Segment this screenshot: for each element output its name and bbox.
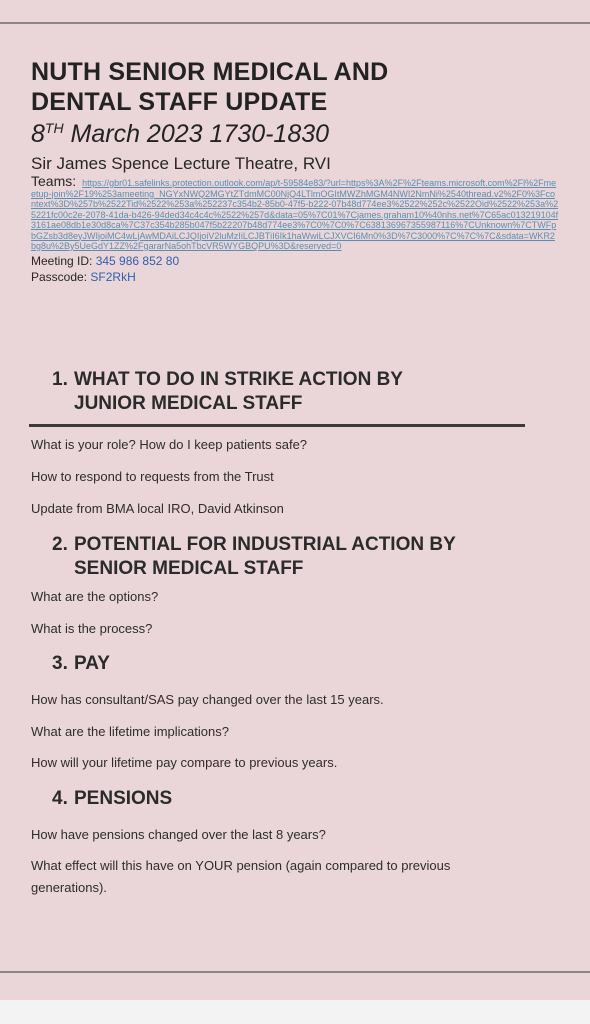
meeting-id-label: Meeting ID: xyxy=(31,253,93,268)
date-suffix: TH xyxy=(44,120,64,136)
section-3-item-1: How has consultant/SAS pay changed over the last 15 years. xyxy=(31,692,384,707)
section-3-heading xyxy=(52,652,552,676)
section-2-heading xyxy=(52,533,552,581)
date-day: 8 xyxy=(31,120,45,148)
section-3-item-2: What are the lifetime implications? xyxy=(31,724,229,739)
teams-row xyxy=(31,173,559,252)
section-1-title-line-1: WHAT TO DO IN STRIKE ACTION BY xyxy=(74,369,403,390)
section-2-item-1: What are the options? xyxy=(31,589,159,604)
section-3-number: 3. xyxy=(52,653,68,674)
date-rest: March 2023 1730-1830 xyxy=(63,120,330,148)
passcode-row xyxy=(31,270,559,284)
section-2-number: 2. xyxy=(52,534,68,555)
meeting-id-row xyxy=(31,254,559,268)
section-3-item-3: How will your lifetime pay compare to previous years. xyxy=(31,755,338,770)
section-1-heading xyxy=(52,368,552,416)
title-line-1: NUTH SENIOR MEDICAL AND xyxy=(31,58,389,86)
section-1-item-3: Update from BMA local IRO, David Atkinson xyxy=(31,501,284,516)
title-line-2: DENTAL STAFF UPDATE xyxy=(31,88,328,116)
section-4-title: PENSIONS xyxy=(74,788,173,809)
section-4-heading xyxy=(52,787,552,811)
section-4-item-3: generations). xyxy=(31,880,107,895)
section-1-number: 1. xyxy=(52,369,68,390)
teams-meeting-link[interactable]: https://gbr01.safelinks.protection.outlook.com/ap/t-59584e83/?url=https%3A%2F%2Fteams.microsoft.com%2Fl%2Fmeetup-join%2F19%253ameeting_NGYxNWQ2MGYtZTdmMC00NjQ4LTlmOGItMWZhMGM4NWI2NmNi%2540thread.v2%2F0%3Fcontext%3D%257b%2522Tid%2522%253a%252237c354b2-85b0-47f5-b222-07b48d774ee3%2522%252c%2522Oid%2522%253a%25221fc00c2e-2078-41da-b426-94ded34c4c4c%2522%257d&data=05%7C01%7Cjames.graham10%40nhs.net%7C65ac013219104f3161ae08db1e30d8ca%7C37c354b285b047f5b22207b48d774ee3%7C0%7C0%7C638136967355987116%7CUnknown%7CTWFpbGZsb3d8eyJWIjoiMC4wLjAwMDAiLCJQIjoiV2luMzIiLCJBTiI6Ik1haWwiLCJXVCI6Mn0%3D%7C3000%7C%7C%7C&sdata=WKR2bg8u%2By5UeGdY1ZZ%2FgararNa5ohTbcVR5WYGBQPU%3D&reserved=0 xyxy=(31,178,559,251)
passcode-value[interactable]: SF2RkH xyxy=(90,269,136,284)
page-margin-strip xyxy=(0,1000,590,1024)
bottom-rule xyxy=(0,971,590,973)
section-2-title-line-2: SENIOR MEDICAL STAFF xyxy=(74,558,304,579)
section-4-item-1: How have pensions changed over the last 8 years? xyxy=(31,827,326,842)
top-rule xyxy=(0,22,590,24)
event-date xyxy=(31,119,559,149)
section-4-number: 4. xyxy=(52,788,68,809)
section-2-title-line-1: POTENTIAL FOR INDUSTRIAL ACTION BY xyxy=(74,534,456,555)
section-4-item-2: What effect will this have on YOUR pension (again compared to previous xyxy=(31,858,451,873)
header-block xyxy=(31,57,559,284)
teams-label: Teams: xyxy=(31,173,77,189)
section-1-title-line-2: JUNIOR MEDICAL STAFF xyxy=(74,393,303,414)
section-1-item-2: How to respond to requests from the Trust xyxy=(31,469,274,484)
meeting-id-value[interactable]: 345 986 852 80 xyxy=(95,253,180,268)
section-1-item-1: What is your role? How do I keep patients safe? xyxy=(31,437,308,452)
section-divider xyxy=(29,424,525,427)
venue: Sir James Spence Lecture Theatre, RVI xyxy=(31,154,331,173)
section-2-item-2: What is the process? xyxy=(31,621,153,636)
passcode-label: Passcode: xyxy=(31,269,88,284)
section-3-title: PAY xyxy=(74,653,110,674)
